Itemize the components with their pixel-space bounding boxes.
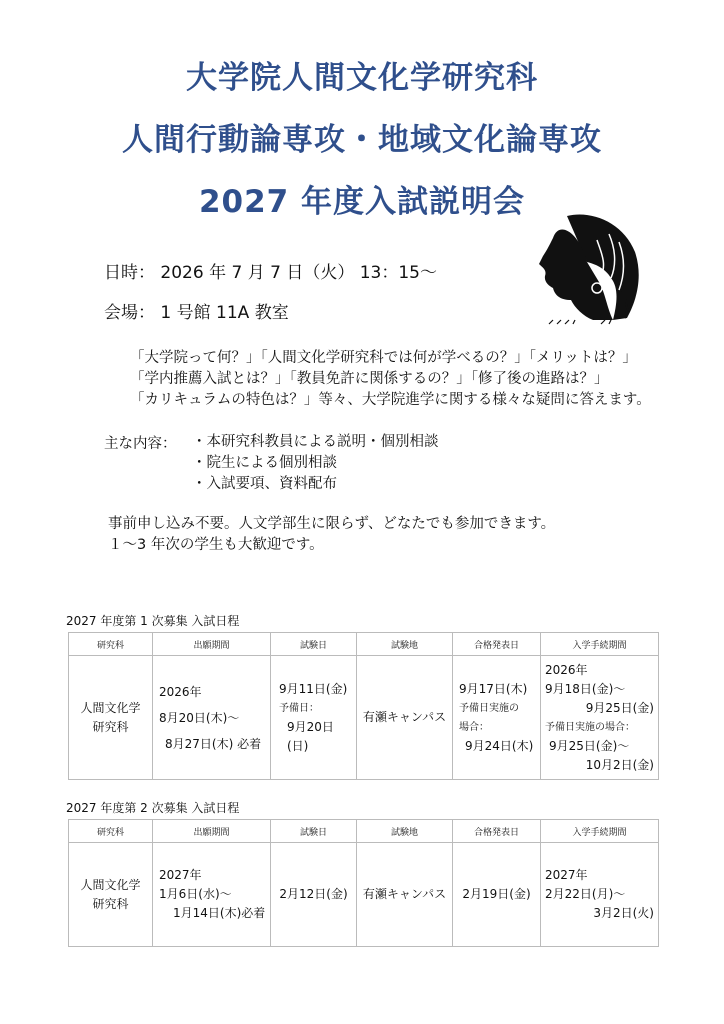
exam-location-cell: 有瀬キャンパス	[357, 843, 453, 947]
result-date-cell: 2月19日(金)	[453, 843, 541, 947]
question-line: 「大学院って何？」「人間文化学研究科では何が学べるの？」「メリットは？」	[130, 350, 637, 366]
schedule-2-title: 2027 年度第 2 次募集 入試日程	[66, 801, 240, 815]
header-cell: 試験地	[357, 633, 453, 656]
exam-line: 9月11日(金)	[279, 681, 348, 696]
proc-line: 9月18日(金)～	[545, 681, 626, 696]
proc-line: 9月25日(金)	[585, 700, 654, 715]
schedule-2-table	[68, 819, 659, 947]
exam-date-cell	[271, 656, 357, 780]
profile-logo-icon	[531, 212, 643, 328]
dept-line: 人間文化学	[80, 877, 141, 892]
exam-line: 予備日：	[279, 702, 319, 714]
header-cell: 出願期間	[153, 820, 271, 843]
dept-cell	[69, 656, 153, 780]
result-date-cell	[453, 656, 541, 780]
application-period-cell	[153, 656, 271, 780]
header-cell: 研究科	[69, 820, 153, 843]
app-line: 2026年	[159, 684, 202, 699]
table-header-row	[69, 633, 659, 656]
notes-text	[108, 514, 555, 556]
contents-label: 主な内容：	[104, 436, 177, 452]
result-line: 9月24日(木)	[465, 738, 534, 753]
app-line: 8月27日(木) 必着	[165, 736, 262, 751]
contents-item: ・院生による個別相談	[192, 455, 337, 471]
result-line: 9月17日(木)	[459, 681, 528, 696]
event-venue: 会場： 1 号館 11A 教室	[104, 303, 289, 323]
title-line-3: 2027 年度入試説明会	[198, 184, 526, 220]
app-line: 1月14日(木)必着	[173, 906, 266, 920]
result-line: 予備日実施の	[459, 702, 519, 714]
event-date: 日時： 2026 年 7 月 7 日（火） 13：15～	[104, 263, 437, 283]
schedule-1-title: 2027 年度第 1 次募集 入試日程	[66, 614, 240, 628]
exam-location-cell: 有瀬キャンパス	[357, 656, 453, 780]
header-cell: 試験地	[357, 820, 453, 843]
contents-item: ・入試要項、資料配布	[192, 476, 337, 492]
proc-line: 2027年	[545, 868, 588, 882]
question-line: 「カリキュラムの特色は？」等々、大学院進学に関する様々な疑問に答えます。	[130, 392, 651, 408]
dept-line: 人間文化学	[80, 700, 141, 715]
dept-cell	[69, 843, 153, 947]
proc-line: 2026年	[545, 662, 588, 677]
header-cell: 試験日	[271, 820, 357, 843]
app-line: 8月20日(木)～	[159, 710, 240, 725]
contents-item: ・本研究科教員による説明・個別相談	[192, 434, 439, 450]
procedure-period-cell	[541, 656, 659, 780]
proc-line: 10月2日(金)	[585, 757, 654, 772]
procedure-period-cell	[541, 843, 659, 947]
proc-line: 9月25日(金)～	[549, 738, 630, 753]
header-cell: 研究科	[69, 633, 153, 656]
questions-text	[130, 348, 651, 411]
header-cell: 入学手続期間	[541, 633, 659, 656]
title-line-2: 人間行動論専攻・地域文化論専攻	[122, 122, 602, 158]
title-line-1: 大学院人間文化学研究科	[186, 60, 538, 96]
table-row	[69, 843, 659, 947]
app-line: 2027年	[159, 868, 202, 882]
header-cell: 合格発表日	[453, 820, 541, 843]
schedule-1-table	[68, 632, 659, 780]
header-cell: 合格発表日	[453, 633, 541, 656]
header-cell: 試験日	[271, 633, 357, 656]
note-line: １～3 年次の学生も大歓迎です。	[108, 537, 324, 553]
application-period-cell	[153, 843, 271, 947]
app-line: 1月6日(水)～	[159, 887, 232, 901]
proc-line: 3月2日(火)	[593, 906, 654, 920]
proc-line: 予備日実施の場合：	[545, 721, 635, 733]
result-line: 場合：	[459, 721, 489, 733]
exam-date-cell: 2月12日(金)	[271, 843, 357, 947]
table-row	[69, 656, 659, 780]
proc-line: 2月22日(月)～	[545, 887, 626, 901]
exam-line: 9月20日(日)	[287, 719, 334, 753]
header-cell: 出願期間	[153, 633, 271, 656]
note-line: 事前申し込み不要。人文学部生に限らず、どなたでも参加できます。	[108, 516, 556, 532]
header-cell: 入学手続期間	[541, 820, 659, 843]
table-header-row	[69, 820, 659, 843]
dept-line: 研究科	[92, 719, 129, 734]
question-line: 「学内推薦入試とは？」「教員免許に関係するの？」「修了後の進路は？」	[130, 371, 609, 387]
contents-list	[192, 432, 439, 495]
dept-line: 研究科	[92, 896, 129, 911]
